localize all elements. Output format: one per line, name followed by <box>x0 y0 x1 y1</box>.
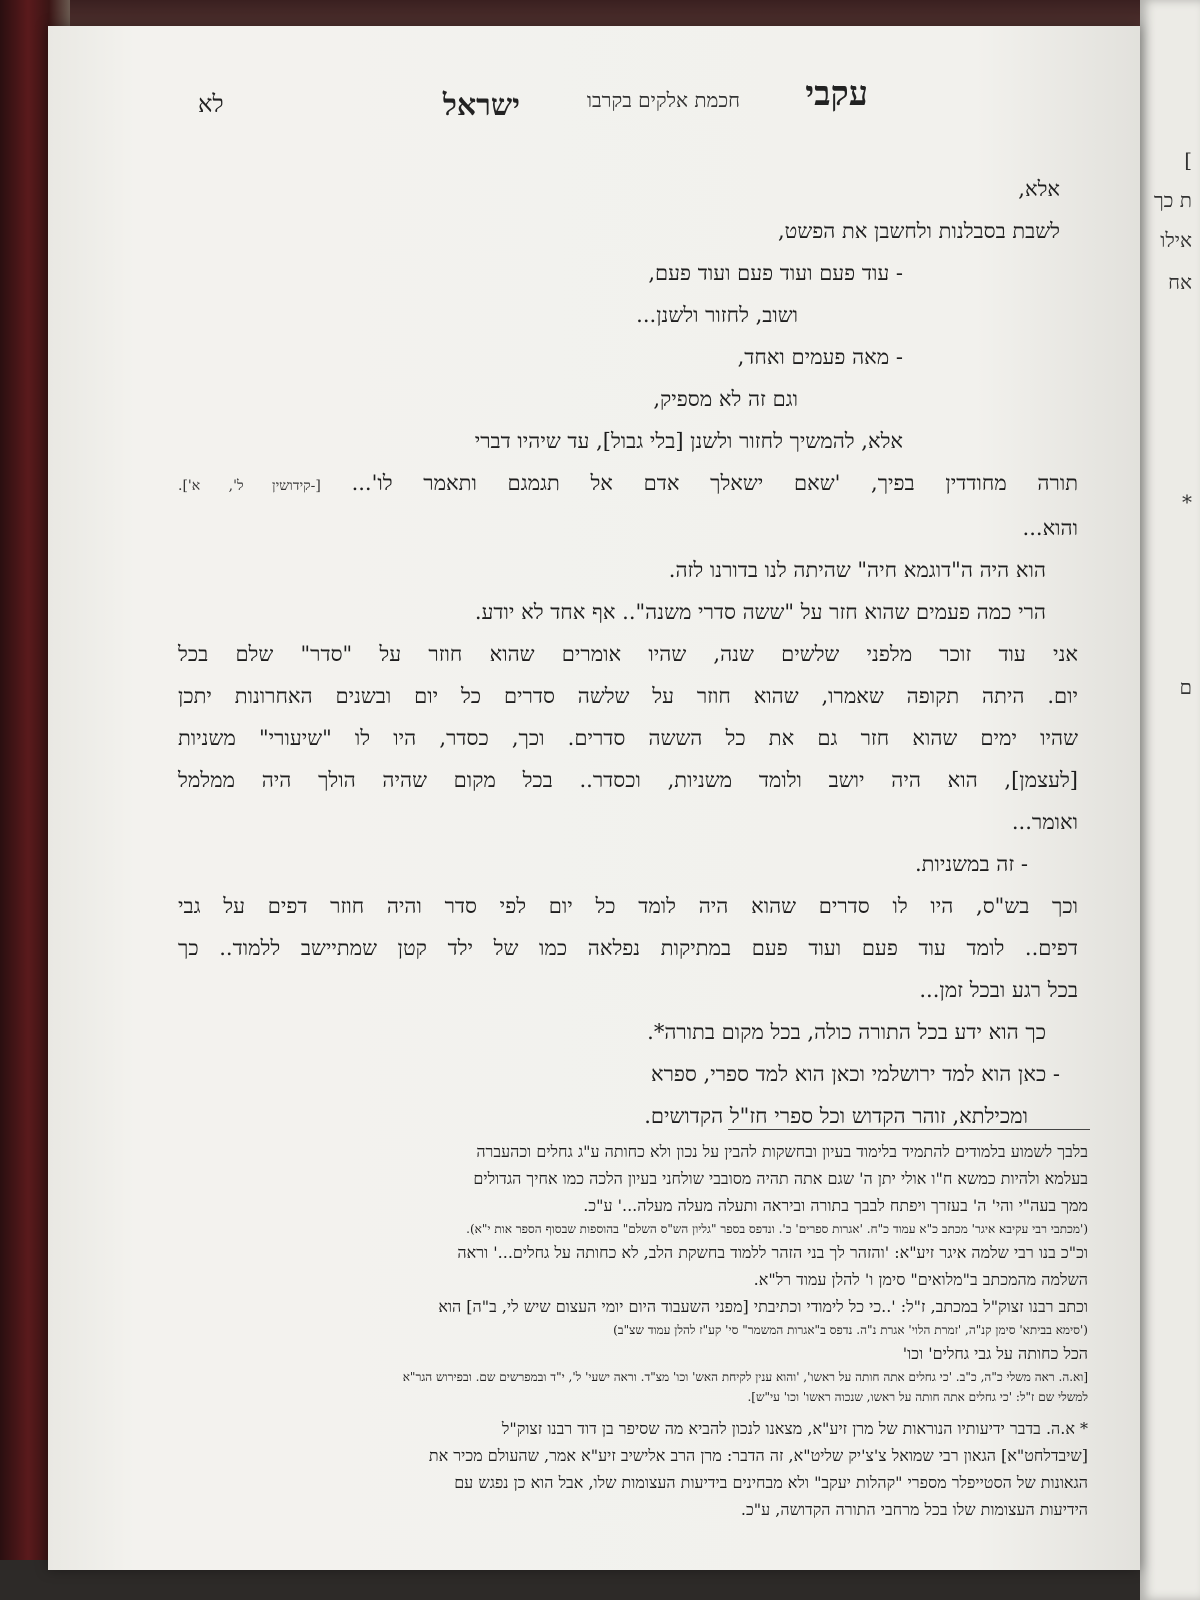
adjacent-fragment: ם <box>1179 675 1192 699</box>
footnote-line: [וא.ה. ראה משלי כ"ה, כ"ב. 'כי גחלים אתה חותה על ראשו', 'והוא ענין לקיחת האש' וכו' מצ"ד. וראה ישעי' ל', י"ד ובמפרשים שם. ובפירוש הגר"א <box>402 1370 1088 1384</box>
book-page <box>48 26 1140 1570</box>
text-line <box>178 927 1078 969</box>
header-series: עקבי <box>805 74 868 114</box>
text-line <box>178 633 1078 675</box>
running-header <box>48 26 1140 136</box>
text-line <box>178 801 1078 843</box>
text-line <box>178 462 1078 507</box>
text-line <box>178 1053 1078 1095</box>
text-line-content: אני עוד זוכר מלפני שלשים שנה, שהיו אומרים שהוא חוזר על "סדר" שלם בכל <box>178 642 1078 666</box>
text-line-content: - זה במשניות. <box>914 852 1028 876</box>
text-line <box>178 1095 1078 1137</box>
text-line <box>178 252 1078 294</box>
footnote-line: בלבך לשמוע בלמודים להתמיד בלימוד בעיון ובחשקות להבין על נכון ולא כחותה ע"ג גחלים וכהעברה <box>476 1142 1088 1161</box>
footnote-line: וכ"כ בנו רבי שלמה איגר זיע"א: 'והזהר לך בני הזהר ללמוד בחשקת הלב, לא כחותה על גחלים...' וראה <box>457 1243 1088 1262</box>
text-line <box>178 549 1078 591</box>
footnote-line: למשלי שם ז"ל: 'כי גחלים אתה חותה על ראשו, שנכוה ראשו' וכו' עי"ש]. <box>747 1390 1088 1404</box>
text-line <box>178 168 1078 210</box>
text-line-content: לשבת בסבלנות ולחשבן את הפשט, <box>777 219 1060 243</box>
footnote-divider <box>728 1129 1090 1130</box>
page-number: לא <box>198 90 224 118</box>
text-line-content: הוא היה ה"דוגמא חיה" שהיתה לנו בדורנו לזה. <box>668 558 1046 582</box>
footnote-line: ('סימא בביתא' סימן קנ"ה, 'זמרת הלוי' אגרת נ"ה. נדפס ב"אגרות המשמר" סי' קע"ז להלן עמוד שצ"ב) <box>613 1323 1088 1337</box>
footnote-line: ('מכתבי רבי עקיבא איגר' מכתב כ"א עמוד כ"ח. 'אגרות ספרים' כ'. ונדפס בספר "גליון הש"ס השלם" בהוספות שבסוף הספר אות י"א). <box>466 1222 1088 1236</box>
text-line <box>178 378 1078 420</box>
text-line-content: [לעצמן], הוא היה יושב ולומד משניות, וכסדר.. בכל מקום שהיה הולך היה ממלמל <box>178 768 1078 792</box>
text-line-content: ואומר... <box>1011 810 1078 834</box>
header-title: ישראל <box>442 88 520 123</box>
text-line-content: וכך בש"ס, היו לו סדרים שהוא היה לומד כל יום לפי סדר והיה חוזר דפים על גבי <box>178 894 1078 918</box>
text-line <box>178 969 1078 1011</box>
text-line <box>178 717 1078 759</box>
text-line <box>178 507 1078 549</box>
text-line-content: והוא... <box>1022 516 1078 540</box>
text-line-content: בכל רגע ובכל זמן... <box>919 978 1078 1002</box>
footnote-line: הידיעות העצומות שלו בכל מרחבי התורה הקדושה, ע"כ. <box>740 1500 1088 1519</box>
adjacent-fragment: אח <box>1168 270 1192 294</box>
footnote-line: הגאונות של הסטייפלר מספרי "קהלות יעקב" ולא מבחינים בידיעות העצומות שלו, אבל הוא כן נפגש עם <box>454 1473 1088 1492</box>
text-line <box>178 210 1078 252</box>
text-line-content: הרי כמה פעמים שהוא חזר על "ששה סדרי משנה".. אף אחד לא יודע. <box>474 600 1046 624</box>
text-line-content: אלא, <box>1018 177 1060 201</box>
footnote-spacer <box>170 1407 1088 1415</box>
text-line-content: ומכילתא, זוהר הקדוש וכל ספרי חז"ל הקדושים. <box>644 1104 1028 1128</box>
text-line-content: תורה מחודדין בפיך, 'שאם ישאלך אדם אל תגמגם ותאמר לו'... <box>351 471 1079 495</box>
text-line <box>178 885 1078 927</box>
text-line-content: - כאן הוא למד ירושלמי וכאן הוא למד ספרי, ספרא <box>651 1062 1060 1086</box>
text-line <box>178 759 1078 801</box>
text-line <box>178 591 1078 633</box>
adjacent-page <box>1140 0 1200 1600</box>
text-line <box>178 1011 1078 1053</box>
main-text <box>178 168 1078 1137</box>
text-line-content: כך הוא ידע בכל התורה כולה, בכל מקום בתורה*. <box>647 1020 1046 1044</box>
footnote-line: השלמה מהמכתב ב"מלואים" סימן ו' להלן עמוד רל"א. <box>753 1270 1088 1289</box>
source-reference: [-קידושין ל', א']. <box>178 478 321 494</box>
text-line <box>178 336 1078 378</box>
text-line-content: יום. היתה תקופה שאמרו, שהוא חוזר על שלשה סדרים כל יום ובשנים האחרונות יתכן <box>178 684 1078 708</box>
text-line <box>178 843 1078 885</box>
footnote-line: הכל כחותה על גבי גחלים' וכו' <box>902 1344 1088 1363</box>
text-line <box>178 294 1078 336</box>
adjacent-fragment: ] <box>1184 148 1192 172</box>
text-line-content: - מאה פעמים ואחד, <box>737 345 903 369</box>
footnote-line: וכתב רבנו זצוק"ל במכתב, ז"ל: '..כי כל לימודי וכתיבתי [מפני השעבוד היום יומי העצום שיש לי, ב"ה] הוא <box>438 1297 1088 1316</box>
adjacent-fragment: * <box>1182 490 1192 514</box>
footnote-line: * א.ה. בדבר ידיעותיו הנוראות של מרן זיע"א, מצאנו לנכון להביא מה שסיפר בן דוד רבנו זצוק"ל <box>501 1419 1088 1438</box>
adjacent-fragment: אילו <box>1160 228 1192 252</box>
adjacent-fragment: ת כך <box>1153 188 1192 212</box>
footnotes <box>170 1138 1088 1523</box>
footnote-line: בעלמא ולהיות כמשא ח"ו אולי יתן ה' שגם אתה תהיה מסובבי שולחני בעיון הלכה כמו אחיך הגדולים <box>473 1169 1088 1188</box>
footnote-line: [שיבדלחט"א] הגאון רבי שמואל צ'צ'יק שליט"א, זה הדבר: מרן הרב אלישיב זיע"א אמר, שהעולם מכיר את <box>428 1446 1088 1465</box>
text-line-content: ושוב, לחזור ולשנן... <box>636 303 798 327</box>
header-subtitle: חכמת אלקים בקרבו <box>586 88 740 112</box>
text-line-content: דפים.. לומד עוד פעם ועוד פעם במתיקות נפלאה כמו של ילד קטן שמתיישב ללמוד.. כך <box>178 936 1078 960</box>
text-line-content: - עוד פעם ועוד פעם ועוד פעם, <box>648 261 903 285</box>
text-line-content: אלא, להמשיך לחזור ולשנן [בלי גבול], עד שיהיו דברי <box>474 429 903 453</box>
footnote-line: ממך בעה"י והי' ה' בעזרך ויפתח לבבך בתורה וביראה ותעלה מעלה מעלה...' ע"כ. <box>583 1196 1088 1215</box>
text-line <box>178 420 1078 462</box>
text-line-content: וגם זה לא מספיק, <box>653 387 798 411</box>
text-line <box>178 675 1078 717</box>
text-line-content: שהיו ימים שהוא חזר גם את כל הששה סדרים. וכך, כסדר, היו לו "שיעורי" משניות <box>178 726 1078 750</box>
